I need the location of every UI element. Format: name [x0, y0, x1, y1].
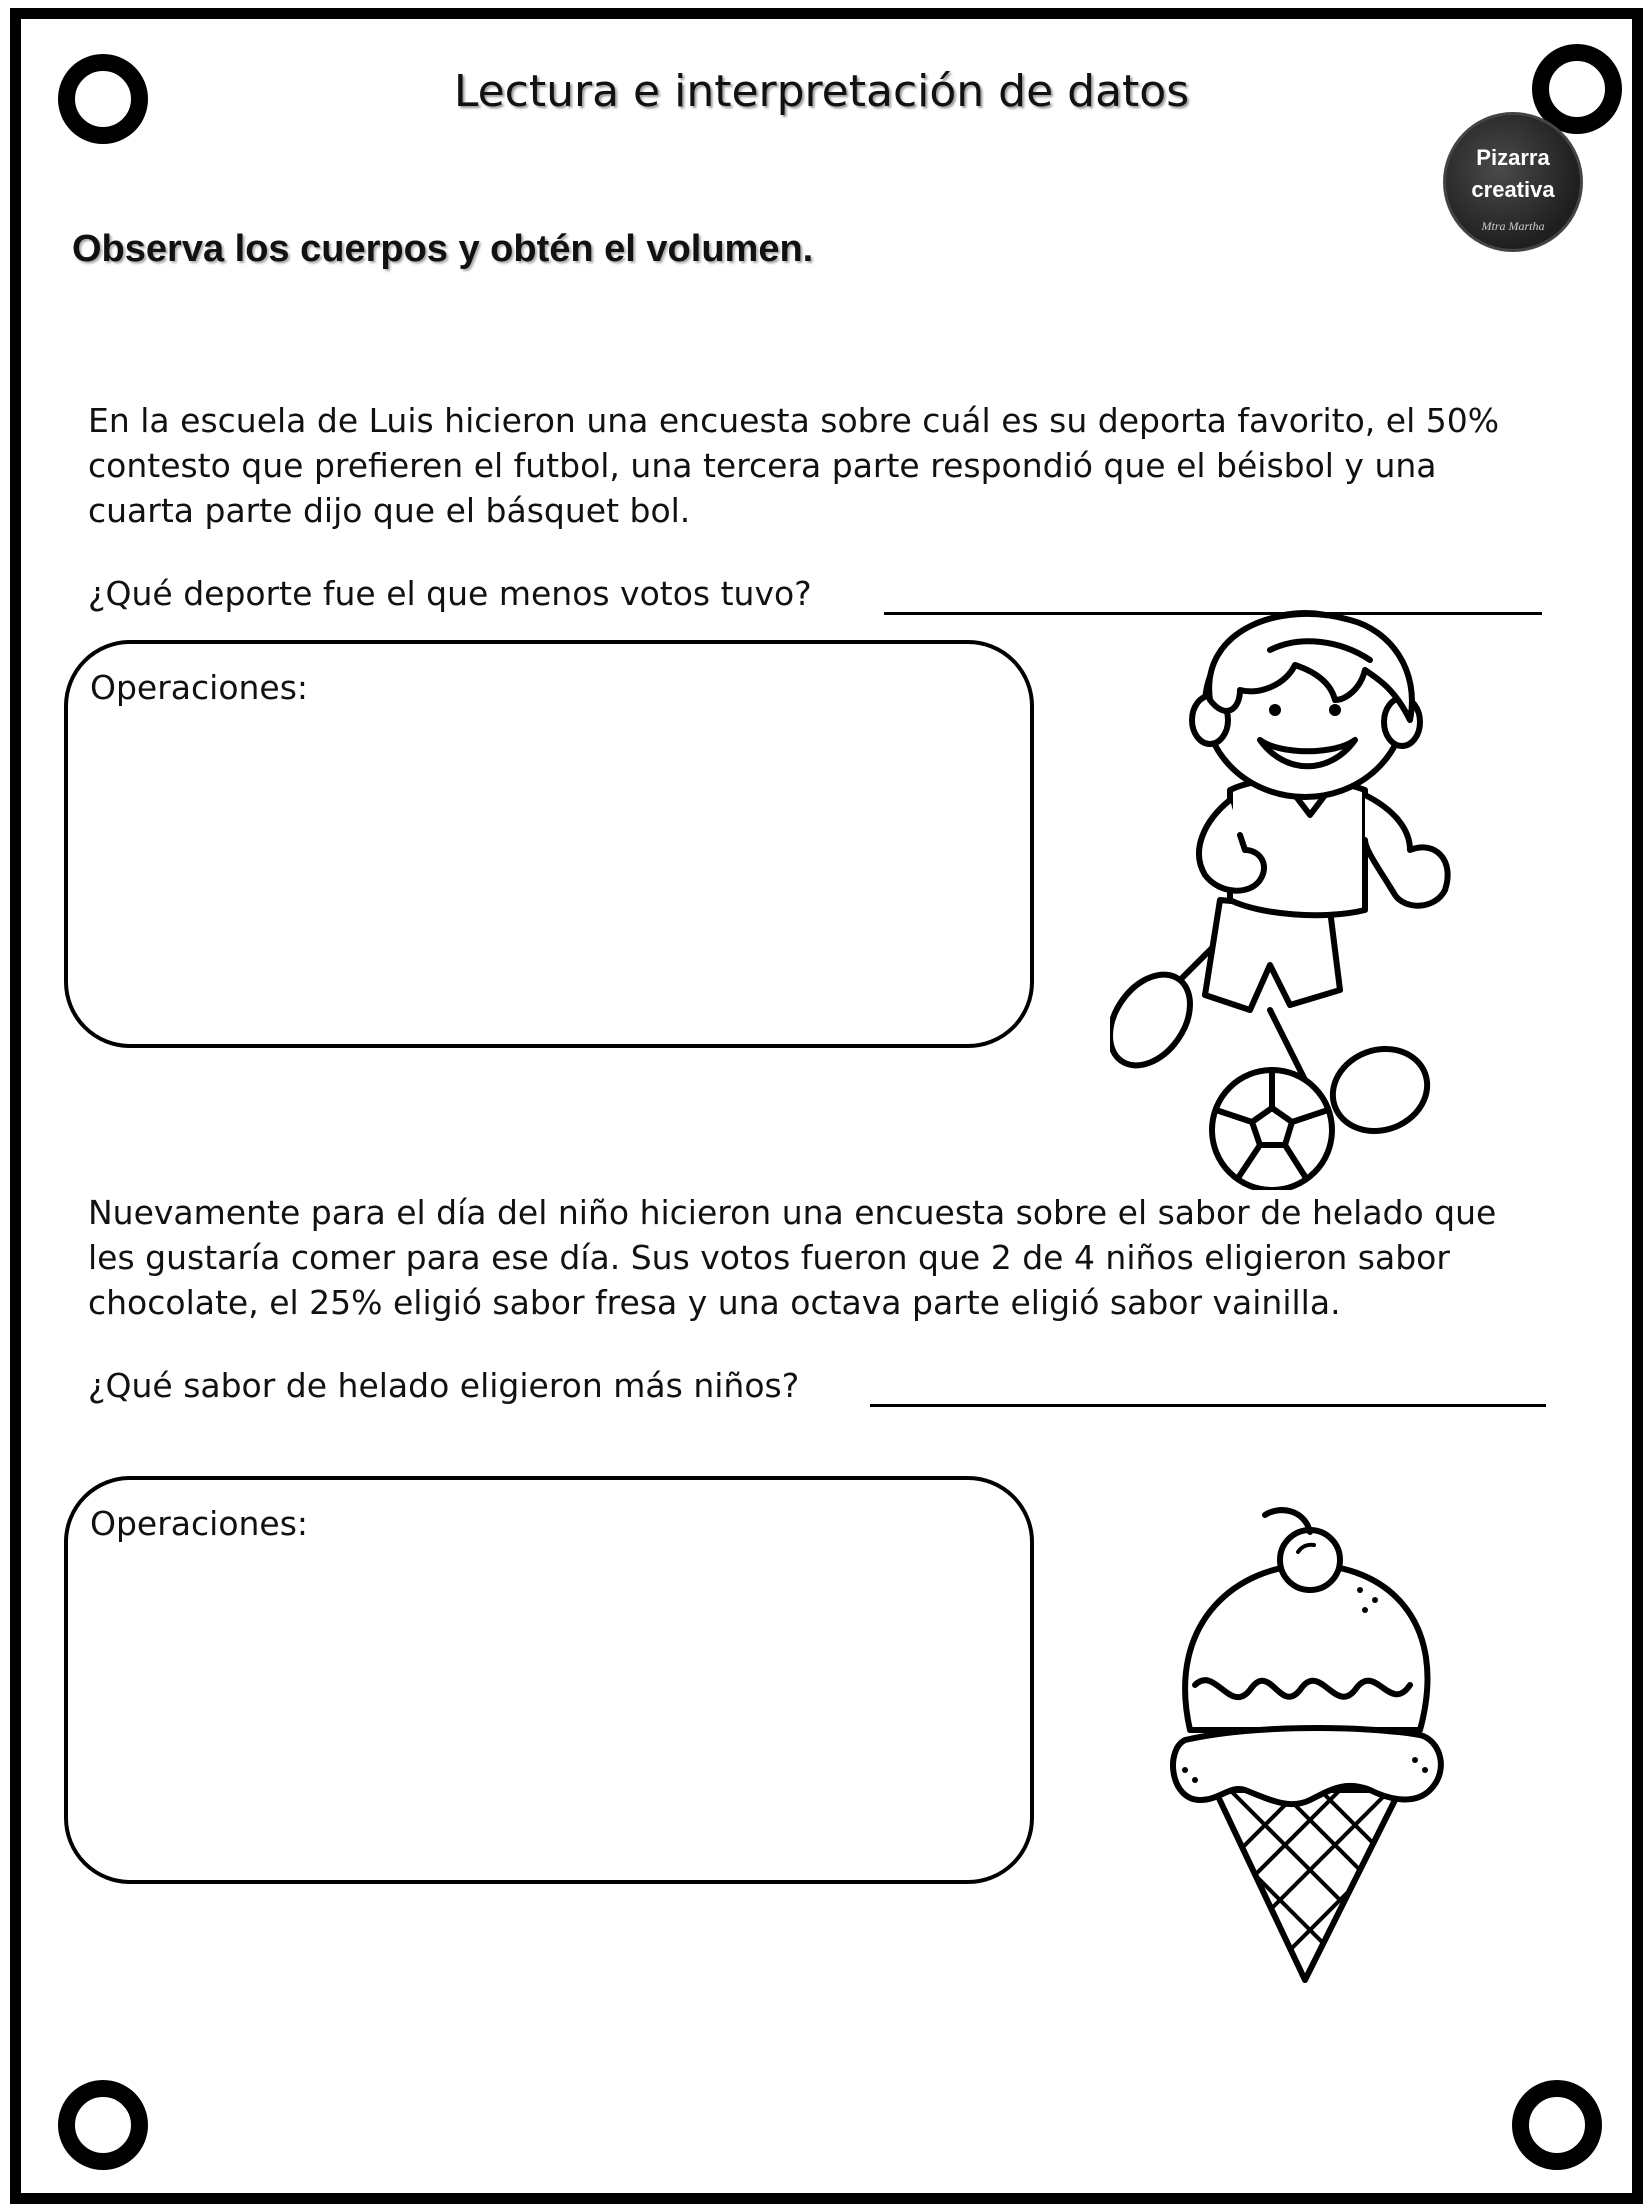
page-title: Lectura e interpretación de datos: [453, 66, 1190, 117]
boy-kicking-soccer-ball-icon: [1110, 610, 1490, 1190]
problem-2-question: ¿Qué sabor de helado eligieron más niños?: [88, 1366, 800, 1405]
problem-1-text: En la escuela de Luis hicieron una encuesta sobre cuál es su deporta favorito, el 50% contesto que prefieren el futbol, una tercera parte respondió que el béisbol y una cuarta parte dijo que el básquet bol.: [88, 401, 1500, 530]
binder-ring-icon: [1512, 2080, 1602, 2170]
problem-2-text: Nuevamente para el día del niño hicieron una encuesta sobre el sabor de helado que les gustaría comer para ese día. Sus votos fueron que 2 de 4 niños eligieron sabor chocolate, el 25% eligió sabor fresa y una octava parte eligió sabor vainilla.: [88, 1193, 1497, 1322]
binder-ring-icon: [58, 2080, 148, 2170]
problem-1-operations-box[interactable]: [64, 640, 1034, 1048]
operations-label: Operaciones:: [90, 1504, 309, 1543]
logo-line-1: Pizarra: [1476, 145, 1550, 170]
ice-cream-cone-icon: [1160, 1500, 1450, 1990]
problem-1-question: ¿Qué deporte fue el que menos votos tuvo?: [88, 574, 812, 613]
pizarra-creativa-logo: [1443, 112, 1583, 252]
operations-label: Operaciones:: [90, 668, 309, 707]
problem-2-operations-box[interactable]: [64, 1476, 1034, 1884]
logo-line-2: creativa: [1471, 177, 1555, 202]
logo-signature: Mtra Martha: [1481, 219, 1545, 233]
problem-2-answer-line[interactable]: [870, 1404, 1546, 1407]
instruction-heading: Observa los cuerpos y obtén el volumen.: [72, 228, 814, 270]
